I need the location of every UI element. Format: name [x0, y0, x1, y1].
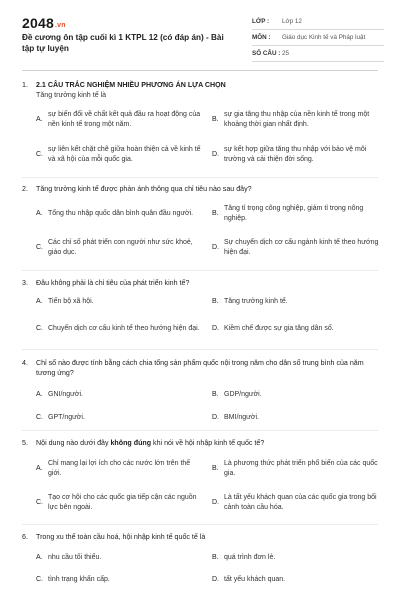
question-3 — [22, 278, 378, 288]
option-d[interactable]: D. Là tất yếu khách quan của các quốc gia trong bối cảnh toàn cầu hóa. — [212, 492, 380, 514]
option-c[interactable]: C. Chuyển dịch cơ cấu kinh tế theo hướng hiện đại. — [36, 318, 204, 340]
option-text: GDP/người. — [224, 390, 262, 398]
question-subtext: Tăng trưởng kinh tế là — [36, 91, 107, 99]
option-b[interactable]: B. quá trình đơn lẻ. — [212, 552, 380, 564]
question-2 — [22, 184, 378, 194]
option-text: BMI/người. — [224, 413, 259, 421]
option-c[interactable]: C. Các chỉ số phát triển con người như sức khoẻ, giáo dục. — [36, 237, 204, 259]
option-d[interactable]: D. BMI/người. — [212, 412, 380, 424]
option-c[interactable]: C. GPT/người. — [36, 412, 204, 424]
meta-row-count — [252, 46, 384, 62]
question-text: Chỉ số nào được tính bằng cách chia tổng sản phẩm quốc nội trong năm cho dân số trung bình của năm tương ứng? — [36, 359, 364, 377]
question-divider — [22, 177, 378, 178]
meta-key: SỐ CÂU : — [252, 50, 281, 57]
option-text: nhu cầu tối thiểu. — [48, 553, 102, 561]
page-header — [0, 0, 400, 64]
meta-row-class — [252, 14, 384, 30]
option-c[interactable]: C. tình trạng khẩn cấp. — [36, 574, 204, 586]
option-text: sự gia tăng thu nhập của nền kinh tế trong một khoảng thời gian nhất định. — [224, 110, 370, 128]
option-a[interactable]: A. nhu cầu tối thiểu. — [36, 552, 204, 564]
option-text: Sự chuyển dịch cơ cấu ngành kinh tế theo hướng hiện đại. — [224, 238, 379, 256]
option-text: Tiến bộ xã hội. — [48, 297, 94, 305]
option-b[interactable]: B. Là phương thức phát triển phổ biến của các quốc gia. — [212, 458, 380, 480]
document-meta — [252, 14, 384, 62]
option-text: Tăng trưởng kinh tế. — [224, 297, 288, 305]
question-number: 2. — [22, 185, 28, 193]
question-divider — [22, 270, 378, 271]
option-text: Kiềm chế được sự gia tăng dân số. — [224, 324, 334, 332]
option-text: GPT/người. — [48, 413, 85, 421]
meta-value: 25 — [282, 50, 290, 57]
option-d[interactable]: D. Kiềm chế được sự gia tăng dân số. — [212, 323, 380, 335]
option-text: tất yếu khách quan. — [224, 575, 286, 583]
option-text: Chỉ mang lại lợi ích cho các nước lớn trên thế giới. — [48, 459, 191, 477]
meta-key: MÔN : — [252, 34, 271, 41]
option-b[interactable]: B. Tăng tỉ trọng công nghiệp, giảm tỉ trọng nông nghiệp. — [212, 203, 380, 225]
header-divider — [22, 70, 378, 71]
option-text: sự biến đổi về chất kết quả đầu ra hoạt động của nền kinh tế trong một năm. — [48, 110, 201, 128]
question-1 — [22, 80, 378, 100]
option-c[interactable]: C. sự liên kết chặt chẽ giữa hoàn thiện cả về kinh tế và xã hội của mỗi quốc gia. — [36, 144, 204, 166]
question-number: 4. — [22, 359, 28, 367]
question-text: Nội dung nào dưới đây không đúng khi nói về hội nhập kinh tế quốc tế? — [36, 439, 265, 447]
question-number: 5. — [22, 439, 28, 447]
option-text: Là tất yếu khách quan của các quốc gia trong bối cảnh toàn cầu hóa. — [224, 493, 377, 511]
option-text: Tạo cơ hội cho các quốc gia tiếp cận các nguồn lực bên ngoài. — [48, 493, 197, 511]
emphasis-text: không đúng — [110, 439, 152, 447]
question-6 — [22, 532, 378, 542]
option-b[interactable]: B. GDP/người. — [212, 389, 380, 401]
question-number: 1. — [22, 81, 28, 89]
question-number: 6. — [22, 533, 28, 541]
option-text: Chuyển dịch cơ cấu kinh tế theo hướng hiện đại. — [48, 324, 200, 332]
question-text: Tăng trưởng kinh tế được phản ánh thông qua chỉ tiêu nào sau đây? — [36, 185, 252, 193]
option-d[interactable]: D. sự kết hợp giữa tăng thu nhập với bảo vệ môi trường và cải thiện đời sống. — [212, 144, 380, 166]
option-d[interactable]: D. Sự chuyển dịch cơ cấu ngành kinh tế theo hướng hiện đại. — [212, 237, 380, 259]
question-text: 2.1 CÂU TRẮC NGHIỆM NHIỀU PHƯƠNG ÁN LỰA CHỌN — [36, 81, 226, 89]
question-text: Trong xu thế toàn cầu hoá, hội nhập kinh tế quốc tế là — [36, 533, 206, 541]
option-text: Là phương thức phát triển phổ biến của các quốc gia. — [224, 459, 378, 477]
option-a[interactable]: A. sự biến đổi về chất kết quả đầu ra hoạt động của nền kinh tế trong một năm. — [36, 109, 204, 131]
meta-row-subject — [252, 30, 384, 46]
question-divider — [22, 524, 378, 525]
question-4 — [22, 358, 378, 378]
meta-value: Giáo dục Kinh tế và Pháp luật — [282, 34, 366, 41]
question-number: 3. — [22, 279, 28, 287]
option-text: Các chỉ số phát triển con người như sức khoẻ, giáo dục. — [48, 238, 193, 256]
option-a[interactable]: A. Chỉ mang lại lợi ích cho các nước lớn trên thế giới. — [36, 458, 204, 480]
option-a[interactable]: A. Tiến bộ xã hội. — [36, 296, 204, 308]
option-b[interactable]: B. Tăng trưởng kinh tế. — [212, 296, 380, 308]
question-divider — [22, 430, 378, 431]
site-logo[interactable]: 2048.vn — [22, 15, 66, 31]
document-title: Đề cương ôn tập cuối kì 1 KTPL 12 (có đáp án) - Bài tập tự luyện — [22, 33, 224, 53]
option-b[interactable]: B. sự gia tăng thu nhập của nền kinh tế trong một khoảng thời gian nhất định. — [212, 109, 380, 131]
option-c[interactable]: C. Tạo cơ hội cho các quốc gia tiếp cận các nguồn lực bên ngoài. — [36, 492, 204, 514]
option-text: sự kết hợp giữa tăng thu nhập với bảo vệ môi trường và cải thiện đời sống. — [224, 145, 367, 163]
meta-value: Lớp 12 — [282, 18, 302, 25]
option-a[interactable]: A. Tổng thu nhập quốc dân bình quân đầu người. — [36, 203, 204, 225]
option-text: GNI/người. — [48, 390, 83, 398]
option-text: tình trạng khẩn cấp. — [48, 575, 110, 583]
option-text: Tăng tỉ trọng công nghiệp, giảm tỉ trọng nông nghiệp. — [224, 204, 364, 222]
option-d[interactable]: D. tất yếu khách quan. — [212, 574, 380, 586]
option-text: sự liên kết chặt chẽ giữa hoàn thiện cả về kinh tế và xã hội của mỗi quốc gia. — [48, 145, 201, 163]
question-5 — [22, 438, 378, 448]
question-text: Đâu không phải là chỉ tiêu của phát triển kinh tế? — [36, 279, 190, 287]
question-divider — [22, 349, 378, 350]
option-text: Tổng thu nhập quốc dân bình quân đầu người. — [48, 209, 194, 217]
option-a[interactable]: A. GNI/người. — [36, 389, 204, 401]
meta-key: LỚP : — [252, 18, 270, 25]
option-text: quá trình đơn lẻ. — [224, 553, 276, 561]
